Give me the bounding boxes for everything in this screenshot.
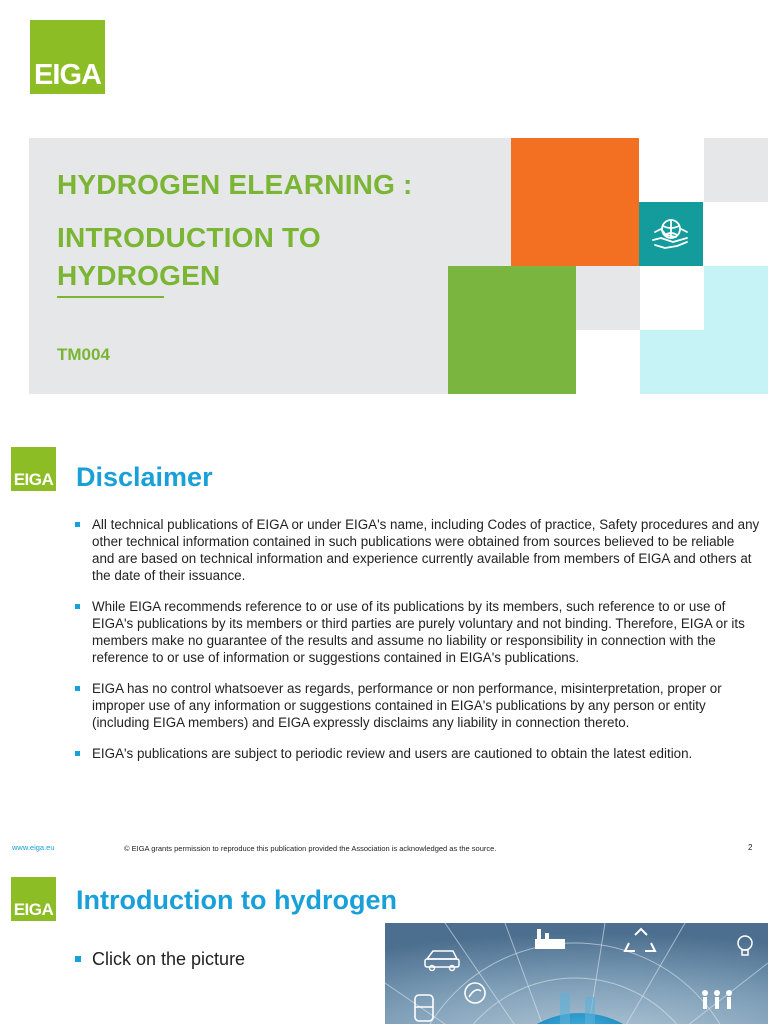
list-item: While EIGA recommends reference to or use of its publications by its members, such reference to or use of EIGA's publications by its members or third parties are purely voluntary and not binding. Therefore, EIGA or its members make no guarantee of the results and assume no liability or responsibility in connection with the reference to or use of information or suggestions contained in EIGA's publications. xyxy=(75,598,760,666)
eiga-logo-text: EIGA xyxy=(13,470,54,489)
decor-tile-grey xyxy=(704,138,768,202)
disclaimer-list xyxy=(75,516,760,776)
people-icon xyxy=(702,990,732,1009)
course-code: TM004 xyxy=(57,345,110,364)
page-number: 2 xyxy=(748,843,753,852)
list-item: EIGA's publications are subject to periodic review and users are cautioned to obtain the latest edition. xyxy=(75,745,760,762)
hydrogen-infographic-picture[interactable] xyxy=(385,923,768,1024)
eiga-logo xyxy=(30,20,105,94)
decor-tile-lightblue-wide xyxy=(640,330,768,394)
disclaimer-heading: Disclaimer xyxy=(76,462,213,492)
click-instruction: Click on the picture xyxy=(75,949,245,970)
decor-tile-lightblue xyxy=(704,266,768,330)
decor-tile-teal xyxy=(639,202,703,266)
decor-tile-grey-mid xyxy=(576,266,640,330)
hands-globe-icon xyxy=(639,202,703,266)
eiga-logo-small xyxy=(11,447,56,491)
decor-tile-green xyxy=(448,266,576,394)
eiga-logo-text: EIGA xyxy=(34,59,101,91)
footer-link[interactable]: www.eiga.eu xyxy=(12,843,55,852)
list-item: EIGA has no control whatsoever as regards, performance or non performance, misinterpretation, proper or improper use of any information or suggestions contained in EIGA's publications by any person or entity (including EIGA members) and EIGA expressly disclaims any liability in connection thereto. xyxy=(75,680,760,731)
course-title-line2: INTRODUCTION TO xyxy=(57,222,321,253)
list-item: All technical publications of EIGA or under EIGA's name, including Codes of practice, Safety procedures and any other technical information contained in such publications were obtained from sources believed to be reliable and are based on technical information and experience currently available from members of EIGA and others at the date of their issuance. xyxy=(75,516,760,584)
title-underline xyxy=(57,296,164,298)
decor-tile-orange xyxy=(511,138,639,266)
footer-copyright: © EIGA grants permission to reproduce this publication provided the Association is acknowledged as the source. xyxy=(124,844,497,853)
course-title-line3: HYDROGEN xyxy=(57,260,221,291)
course-title-line1: HYDROGEN ELEARNING : xyxy=(57,169,413,200)
intro-heading: Introduction to hydrogen xyxy=(76,885,397,915)
eiga-logo-text: EIGA xyxy=(13,900,54,919)
eiga-logo-small xyxy=(11,877,56,921)
